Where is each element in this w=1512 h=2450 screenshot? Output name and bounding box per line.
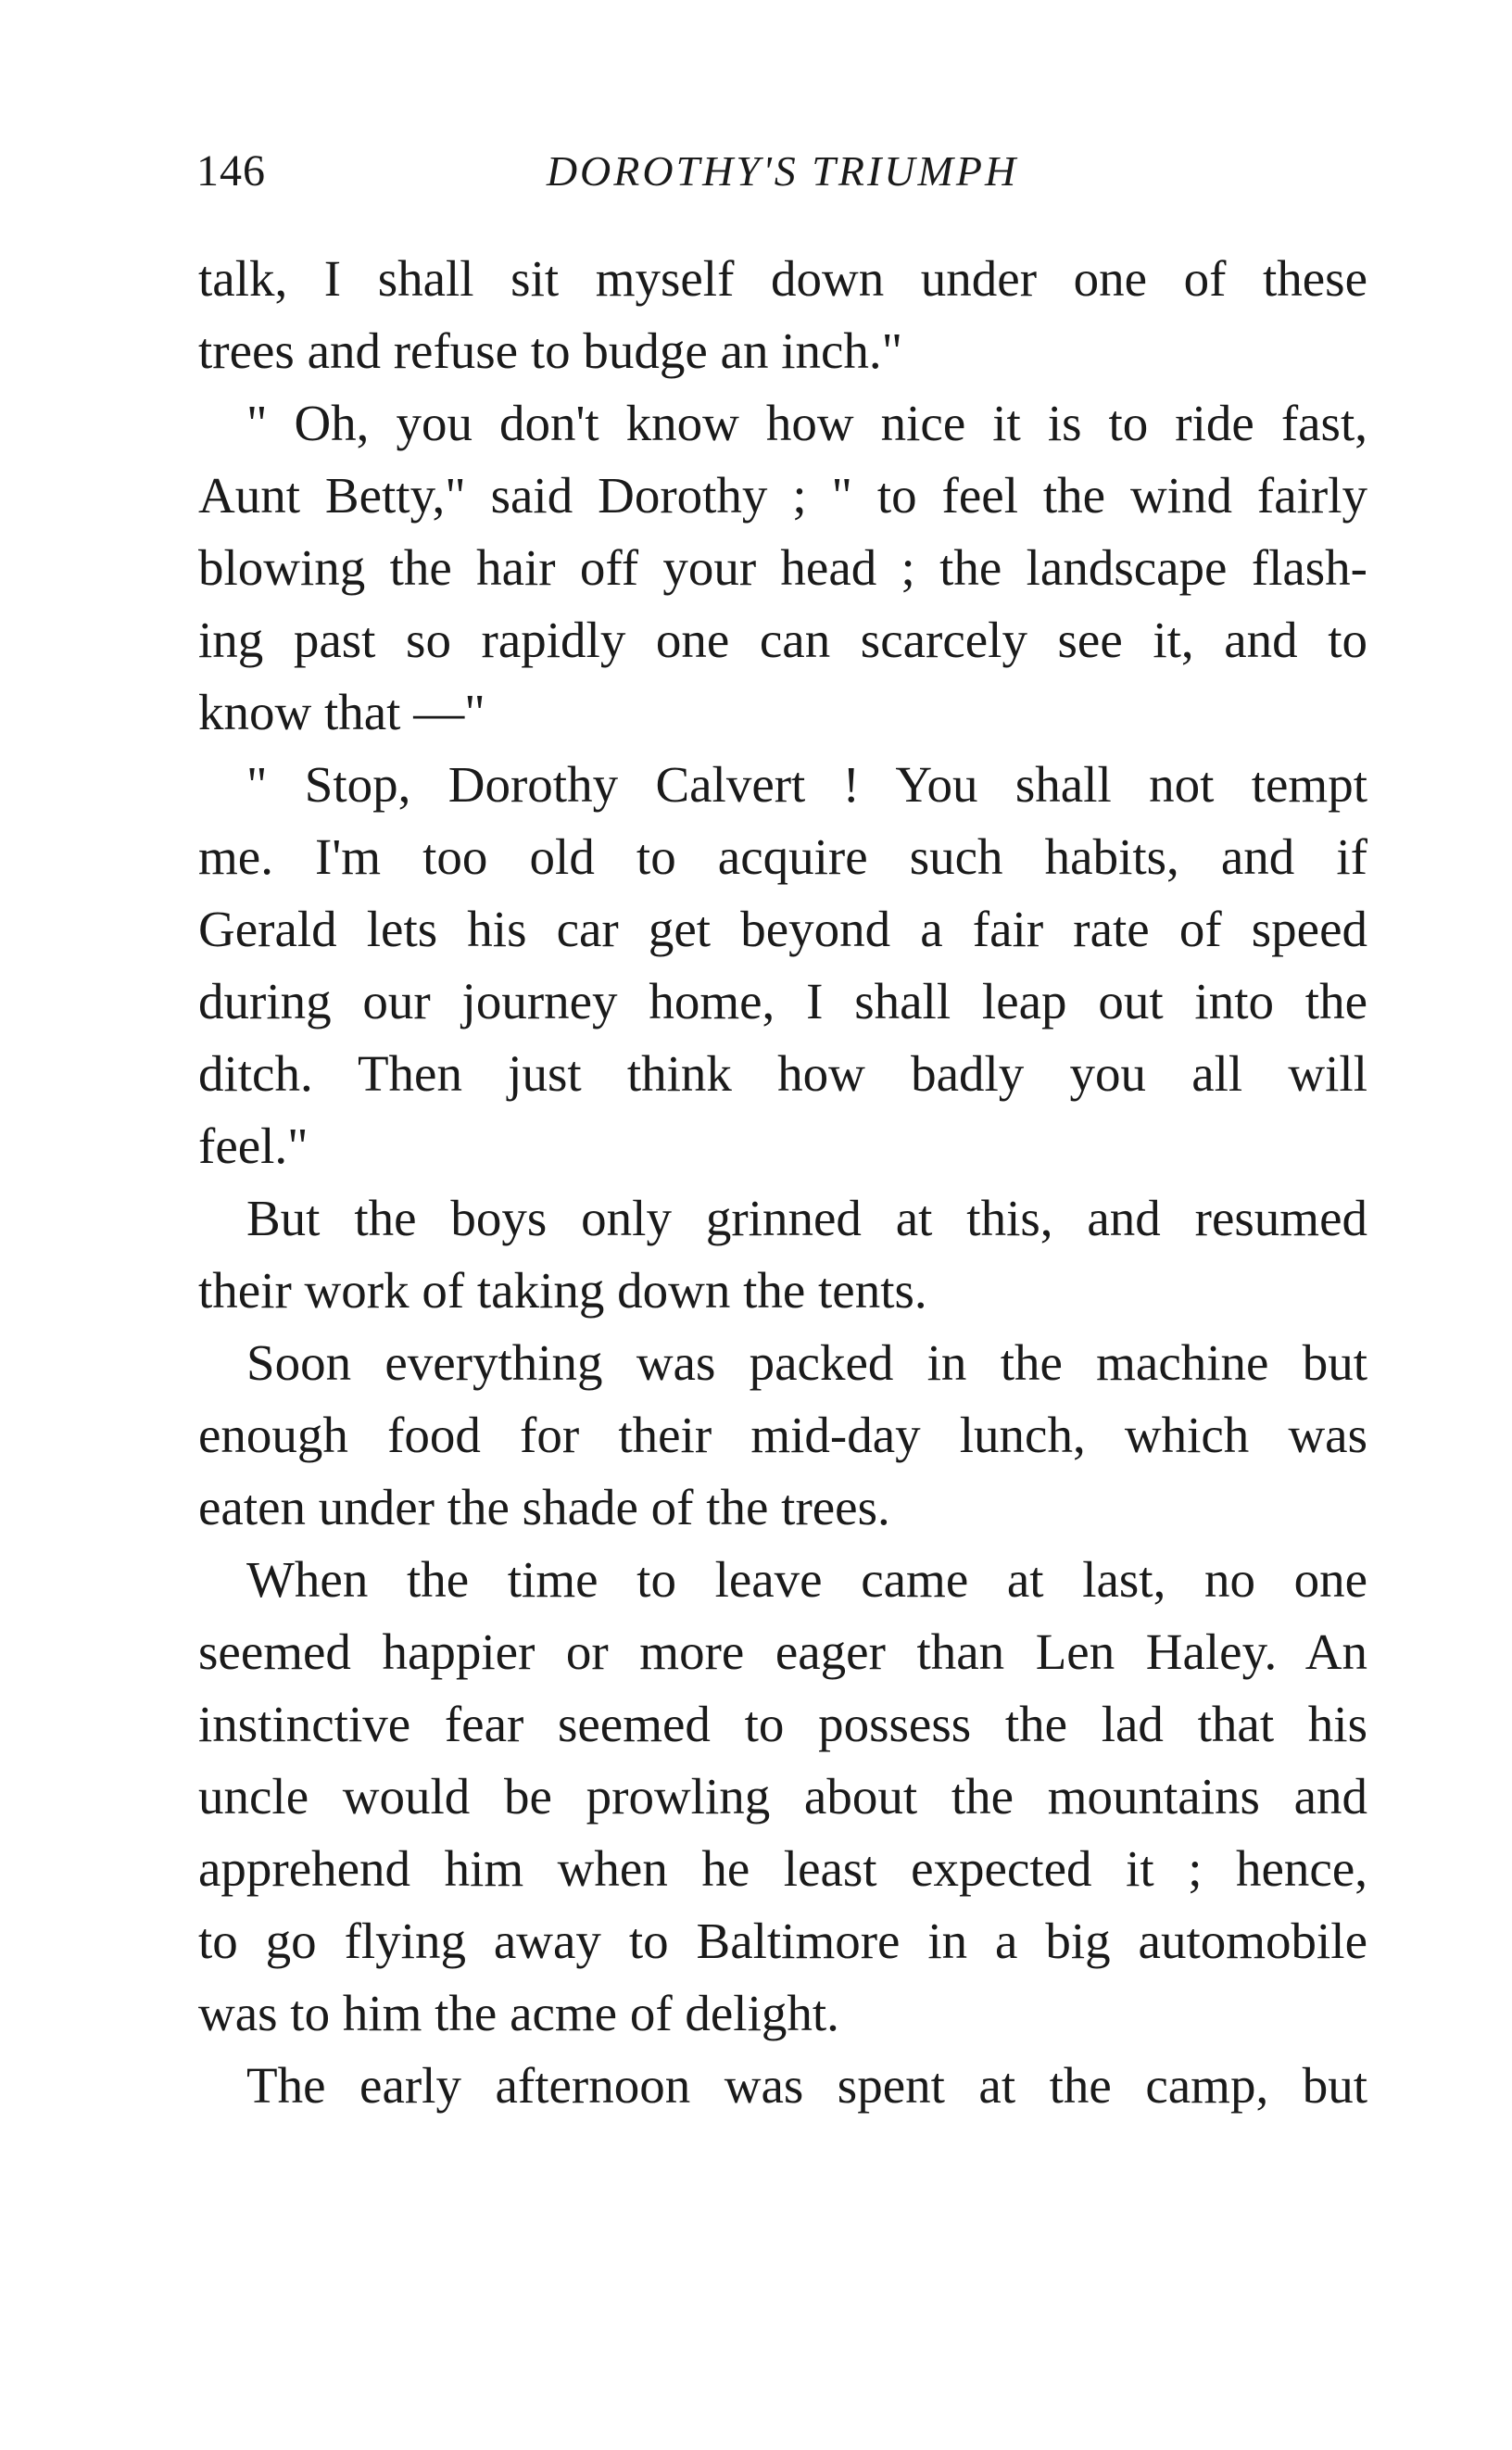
running-title: DOROTHY'S TRIUMPH — [546, 147, 1019, 195]
paragraph — [198, 1182, 1367, 1327]
text-line: Aunt Betty," said Dorothy ; " to feel the wind fairly — [198, 467, 1367, 524]
paragraph — [198, 243, 1367, 387]
text-line: during our journey home, I shall leap out into the — [198, 973, 1367, 1029]
text-line: instinctive fear seemed to possess the lad that his — [198, 1696, 1367, 1752]
text-line: Soon everything was packed in the machine but — [246, 1334, 1367, 1391]
text-line: Gerald lets his car get beyond a fair rate of speed — [198, 901, 1367, 957]
text-line: blowing the hair off your head ; the landscape flash- — [198, 539, 1367, 596]
paragraph — [198, 387, 1367, 749]
text-line: was to him the acme of delight. — [198, 1985, 839, 2041]
text-line: The early afternoon was spent at the camp, but — [246, 2057, 1367, 2114]
text-line: me. I'm too old to acquire such habits, and if — [198, 828, 1367, 885]
text-line: their work of taking down the tents. — [198, 1262, 927, 1319]
text-line: uncle would be prowling about the mountains and — [198, 1768, 1367, 1825]
text-line: feel." — [198, 1118, 309, 1174]
page-header — [196, 139, 1368, 204]
paragraph — [198, 1327, 1367, 1544]
text-line: " Oh, you don't know how nice it is to ride fast, — [246, 395, 1367, 451]
text-line: talk, I shall sit myself down under one of these — [198, 250, 1367, 307]
text-line: know that —" — [198, 684, 485, 740]
text-line: enough food for their mid-day lunch, which was — [198, 1407, 1367, 1463]
text-line: ing past so rapidly one can scarcely see it, and to — [198, 612, 1367, 668]
text-line: But the boys only grinned at this, and resumed — [246, 1190, 1367, 1246]
text-line: When the time to leave came at last, no one — [246, 1551, 1367, 1608]
text-line: apprehend him when he least expected it ; hence, — [198, 1840, 1367, 1897]
text-line: eaten under the shade of the trees. — [198, 1479, 890, 1535]
text-line: trees and refuse to budge an inch." — [198, 322, 903, 379]
text-line: to go flying away to Baltimore in a big automobile — [198, 1913, 1367, 1969]
body-text — [198, 243, 1367, 2122]
text-line: " Stop, Dorothy Calvert ! You shall not tempt — [246, 756, 1367, 813]
paragraph — [198, 749, 1367, 1182]
paragraph — [198, 1544, 1367, 2050]
text-line: seemed happier or more eager than Len Haley. An — [198, 1623, 1367, 1680]
paragraph — [198, 2050, 1367, 2122]
page-number: 146 — [196, 146, 266, 196]
text-line: ditch. Then just think how badly you all will — [198, 1045, 1367, 1102]
